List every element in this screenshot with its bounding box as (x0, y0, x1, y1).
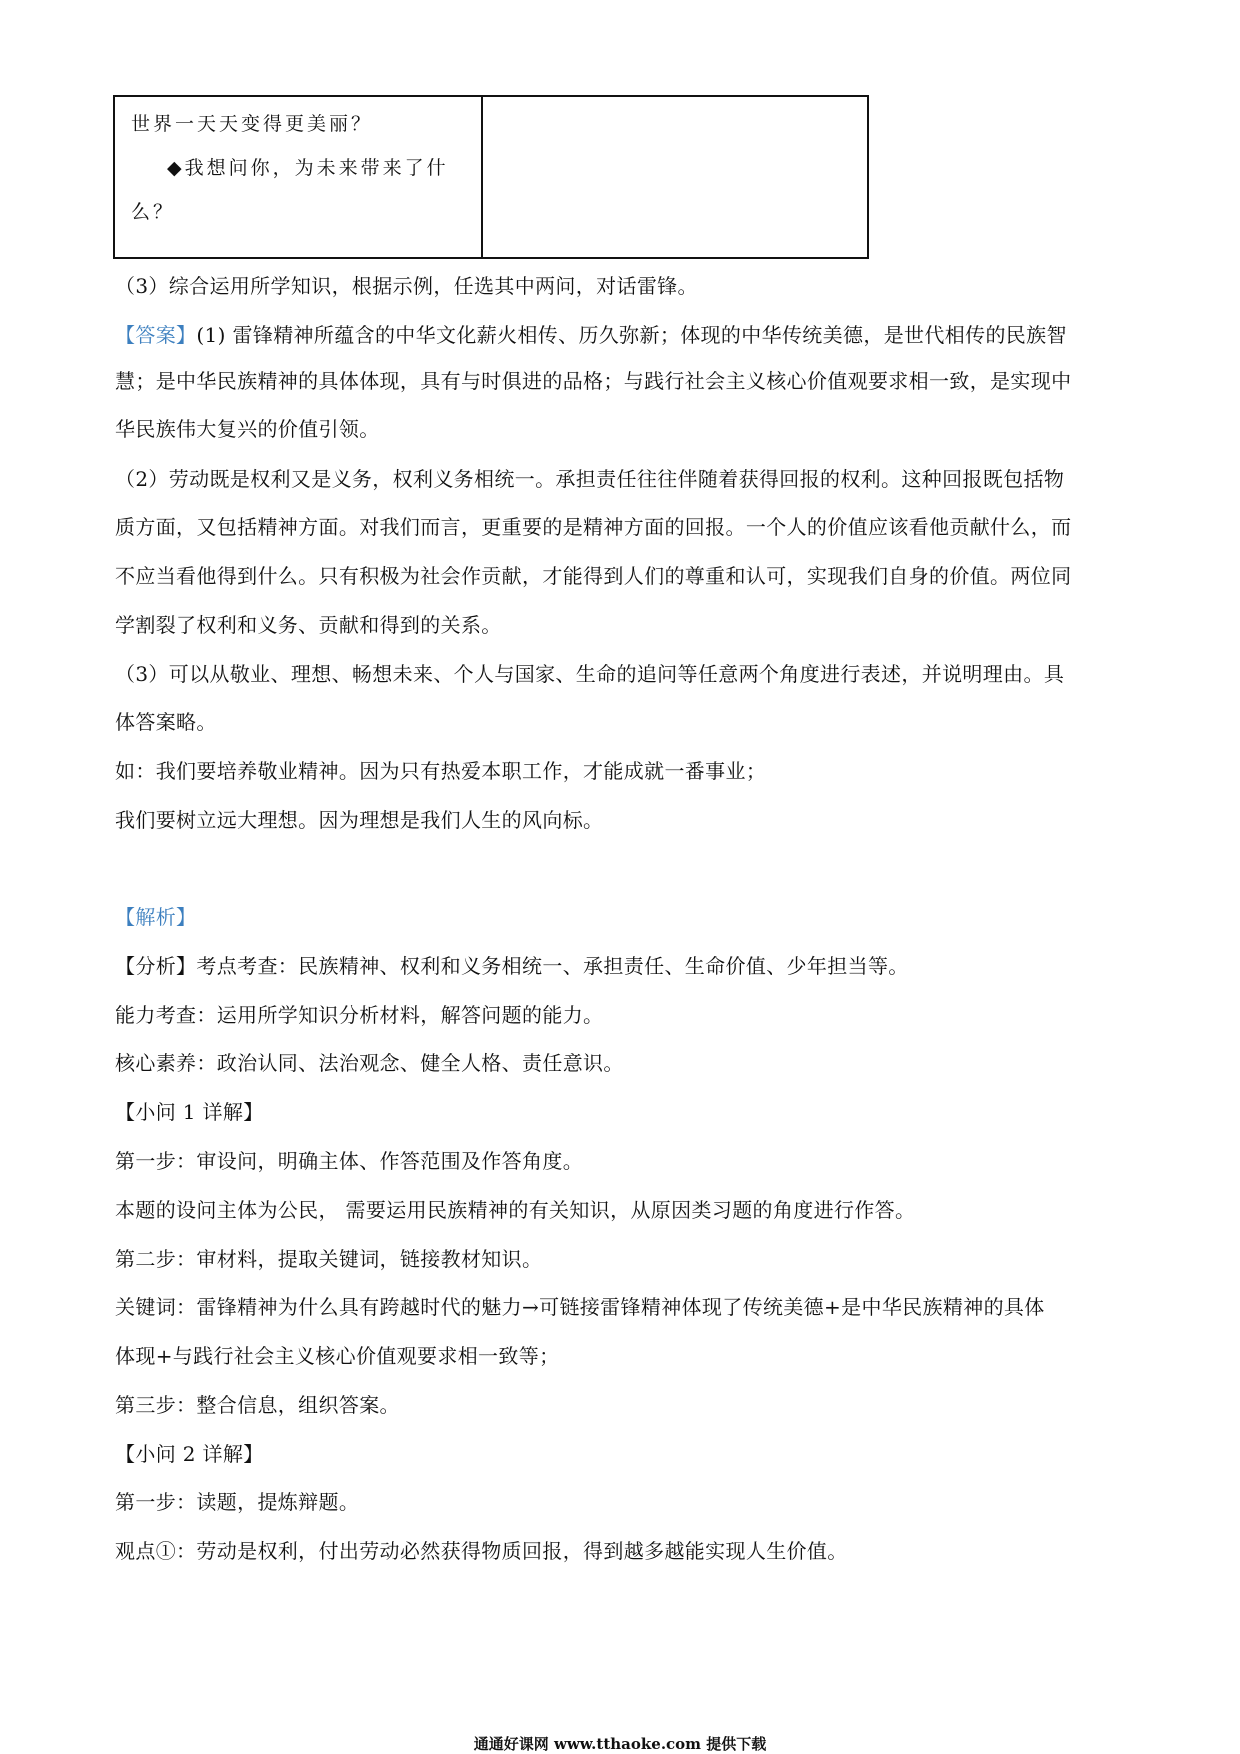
text-line: 关键词：雷锋精神为什么具有跨越时代的魅力→可链接雷锋精神体现了传统美德+是中华民族精神的具体 (115, 1295, 1045, 1319)
section-heading: 【小问 2 详解】 (115, 1442, 264, 1466)
answer-line: 【答案】(1) 雷锋精神所蕴含的中华文化薪火相传、历久弥新；体现的中华传统美德，是世代相传的民族智 (115, 323, 1067, 347)
text-line: 体现+与践行社会主义核心价值观要求相一致等； (115, 1344, 560, 1368)
text-line: 慧；是中华民族精神的具体体现，具有与时俱进的品格；与践行社会主义核心价值观要求相一致，是实现中 (115, 369, 1072, 393)
table-line-1: 世界一天天变得更美丽？ (131, 113, 374, 135)
table-line-2: ◆我想问你，为未来带来了什 (167, 157, 449, 179)
text-line: 第二步：审材料，提取关键词，链接教材知识。 (115, 1247, 543, 1271)
text-line: 核心素养：政治认同、法治观念、健全人格、责任意识。 (115, 1051, 624, 1075)
text-line: 能力考查：运用所学知识分析材料，解答问题的能力。 (115, 1003, 604, 1027)
text-line: 观点①：劳动是权利，付出劳动必然获得物质回报，得到越多越能实现人生价值。 (115, 1539, 848, 1563)
text-line: （2）劳动既是权利又是义务，权利义务相统一。承担责任往往伴随着获得回报的权利。这种回报既包括物 (115, 467, 1065, 491)
text-line: 不应当看他得到什么。只有积极为社会作贡献，才能得到人们的尊重和认可，实现我们自身的价值。两位同 (115, 564, 1072, 588)
question-table-right-cell (482, 96, 868, 258)
answer-tag: 【答案】 (115, 323, 197, 347)
table-line-3: 么？ (131, 201, 176, 223)
text-line: 第一步：读题，提炼辩题。 (115, 1490, 360, 1514)
text-line: 体答案略。 (115, 710, 217, 734)
question-table-left-cell (114, 96, 482, 258)
text-line: 学割裂了权利和义务、贡献和得到的关系。 (115, 613, 502, 637)
text-line: 第一步：审设问，明确主体、作答范围及作答角度。 (115, 1149, 584, 1173)
page-footer: 通通好课网 www.tthaoke.com 提供下载 (473, 1735, 767, 1753)
text-line: 我们要树立远大理想。因为理想是我们人生的风向标。 (115, 808, 604, 832)
text-line: 第三步：整合信息，组织答案。 (115, 1393, 400, 1417)
section-heading: 【小问 1 详解】 (115, 1100, 264, 1124)
question-table (113, 95, 869, 259)
text-line: （3）可以从敬业、理想、畅想未来、个人与国家、生命的追问等任意两个角度进行表述，并说明理由。具 (115, 662, 1065, 686)
analysis-heading (115, 903, 196, 931)
text-line: 如：我们要培养敬业精神。因为只有热爱本职工作，才能成就一番事业； (115, 759, 767, 783)
text-line: 本题的设问主体为公民， 需要运用民族精神的有关知识，从原因类习题的角度进行作答。 (115, 1198, 916, 1222)
text-line: 【分析】考点考查：民族精神、权利和义务相统一、承担责任、生命价值、少年担当等。 (115, 954, 909, 978)
text-line: 华民族伟大复兴的价值引领。 (115, 417, 380, 441)
text-line: （3）综合运用所学知识，根据示例，任选其中两问，对话雷锋。 (115, 274, 698, 298)
text-line: 质方面，又包括精神方面。对我们而言，更重要的是精神方面的回报。一个人的价值应该看他贡献什么，而 (115, 515, 1072, 539)
analysis-tag: 【解析】 (115, 905, 197, 929)
